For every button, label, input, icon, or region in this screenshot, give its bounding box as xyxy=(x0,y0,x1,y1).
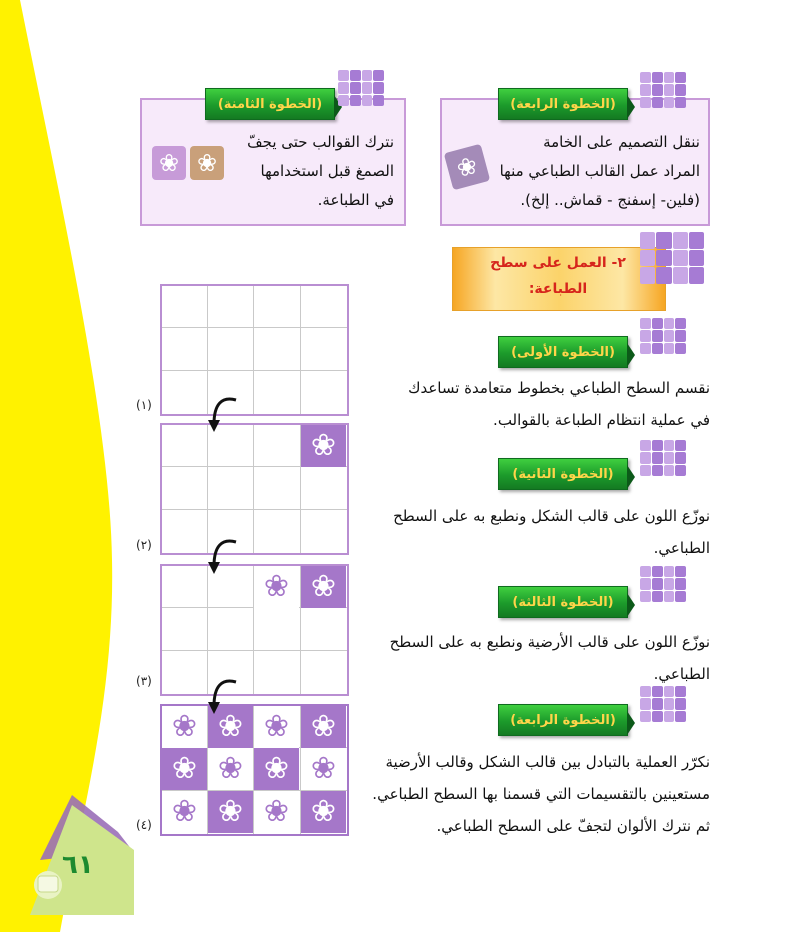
pattern-decoration-icon xyxy=(640,318,686,354)
pattern-decoration-icon xyxy=(640,686,686,722)
flower-stamp-icon: ❀ xyxy=(152,146,186,180)
flower-print-tile: ❀ xyxy=(254,748,299,790)
step4-line-2: مستعينين بالتقسيمات التي قسمنا بها السطح الطباعي. xyxy=(372,785,710,803)
printing-grid-panel-1 xyxy=(160,284,349,416)
panel-number-2: (٢) xyxy=(136,538,152,552)
step4-line-1: نكرّر العملية بالتبادل بين قالب الشكل وقالب الأرضية xyxy=(385,753,710,771)
ground-print-tile: ❀ xyxy=(162,791,207,833)
step4-text xyxy=(372,746,710,842)
step3-line-1: نوزّع اللون على قالب الأرضية ونطبع به على السطح xyxy=(389,633,710,651)
step4-design-line-3: (فلين- إسفنج - قماش.. إلخ). xyxy=(520,191,700,209)
step2-ribbon: (الخطوة الثانية) xyxy=(498,458,628,490)
step2-line-1: نوزّع اللون على قالب الشكل ونطبع به على السطح xyxy=(393,507,710,525)
pattern-decoration-icon xyxy=(640,232,704,284)
flower-print-tile: ❀ xyxy=(208,791,253,833)
step4-design-line-2: المراد عمل القالب الطباعي منها xyxy=(499,162,700,180)
printing-grid-panel-2 xyxy=(160,423,349,555)
section-header-line-2: الطباعة: xyxy=(528,281,588,297)
sponge-stamp-icon: ❀ xyxy=(444,144,491,191)
step1-ribbon: (الخطوة الأولى) xyxy=(498,336,628,368)
page-number: ٦١ xyxy=(62,850,94,880)
flower-stamp-icon: ❀ xyxy=(190,146,224,180)
step1-text xyxy=(408,372,710,436)
ground-print-tile: ❀ xyxy=(254,566,299,608)
step3-text xyxy=(390,626,710,690)
ground-print-tile: ❀ xyxy=(254,791,299,833)
step4-design-text xyxy=(488,128,700,215)
curved-arrow-icon xyxy=(200,536,240,576)
flower-print-tile: ❀ xyxy=(301,425,346,467)
curved-arrow-icon xyxy=(200,394,240,434)
step2-line-2: الطباعي. xyxy=(653,539,710,557)
flower-print-tile: ❀ xyxy=(301,566,346,608)
step4-design-line-1: ننقل التصميم على الخامة xyxy=(543,133,700,151)
step8-line-2: الصمغ قبل استخدامها xyxy=(260,162,394,180)
pattern-decoration-icon xyxy=(640,72,686,108)
step3-ribbon: (الخطوة الثالثة) xyxy=(498,586,628,618)
ground-print-tile: ❀ xyxy=(301,748,346,790)
step4-ribbon: (الخطوة الرابعة) xyxy=(498,704,628,736)
printing-grid-panel-4 xyxy=(160,704,349,836)
section-header-line-1: ٢- العمل على سطح xyxy=(490,255,626,271)
step4-design-ribbon: (الخطوة الرابعة) xyxy=(498,88,628,120)
step8-line-3: في الطباعة. xyxy=(317,191,394,209)
section-header xyxy=(452,250,664,302)
step1-line-1: نقسم السطح الطباعي بخطوط متعامدة تساعدك xyxy=(408,379,710,397)
flower-print-tile: ❀ xyxy=(208,706,253,748)
step8-line-1: نترك القوالب حتى يجفّ xyxy=(247,133,394,151)
panel-number-1: (١) xyxy=(136,398,152,412)
step3-line-2: الطباعي. xyxy=(653,665,710,683)
step4-line-3: ثم نترك الألوان لتجفّ على السطح الطباعي. xyxy=(436,817,710,835)
flower-print-tile: ❀ xyxy=(301,791,346,833)
printing-grid-panel-3 xyxy=(160,564,349,696)
curved-arrow-icon xyxy=(200,676,240,716)
step8-ribbon: (الخطوة الثامنة) xyxy=(205,88,335,120)
step8-text xyxy=(224,128,394,215)
step1-line-2: في عملية انتظام الطباعة بالقوالب. xyxy=(493,411,710,429)
pattern-decoration-icon xyxy=(640,566,686,602)
ground-print-tile: ❀ xyxy=(162,706,207,748)
pattern-decoration-icon xyxy=(338,70,384,106)
flower-print-tile: ❀ xyxy=(301,706,346,748)
ground-print-tile: ❀ xyxy=(254,706,299,748)
pattern-decoration-icon xyxy=(640,440,686,476)
flower-print-tile: ❀ xyxy=(162,748,207,790)
panel-number-4: (٤) xyxy=(136,818,152,832)
panel-number-3: (٣) xyxy=(136,674,152,688)
step2-text xyxy=(393,500,710,564)
ground-print-tile: ❀ xyxy=(208,748,253,790)
